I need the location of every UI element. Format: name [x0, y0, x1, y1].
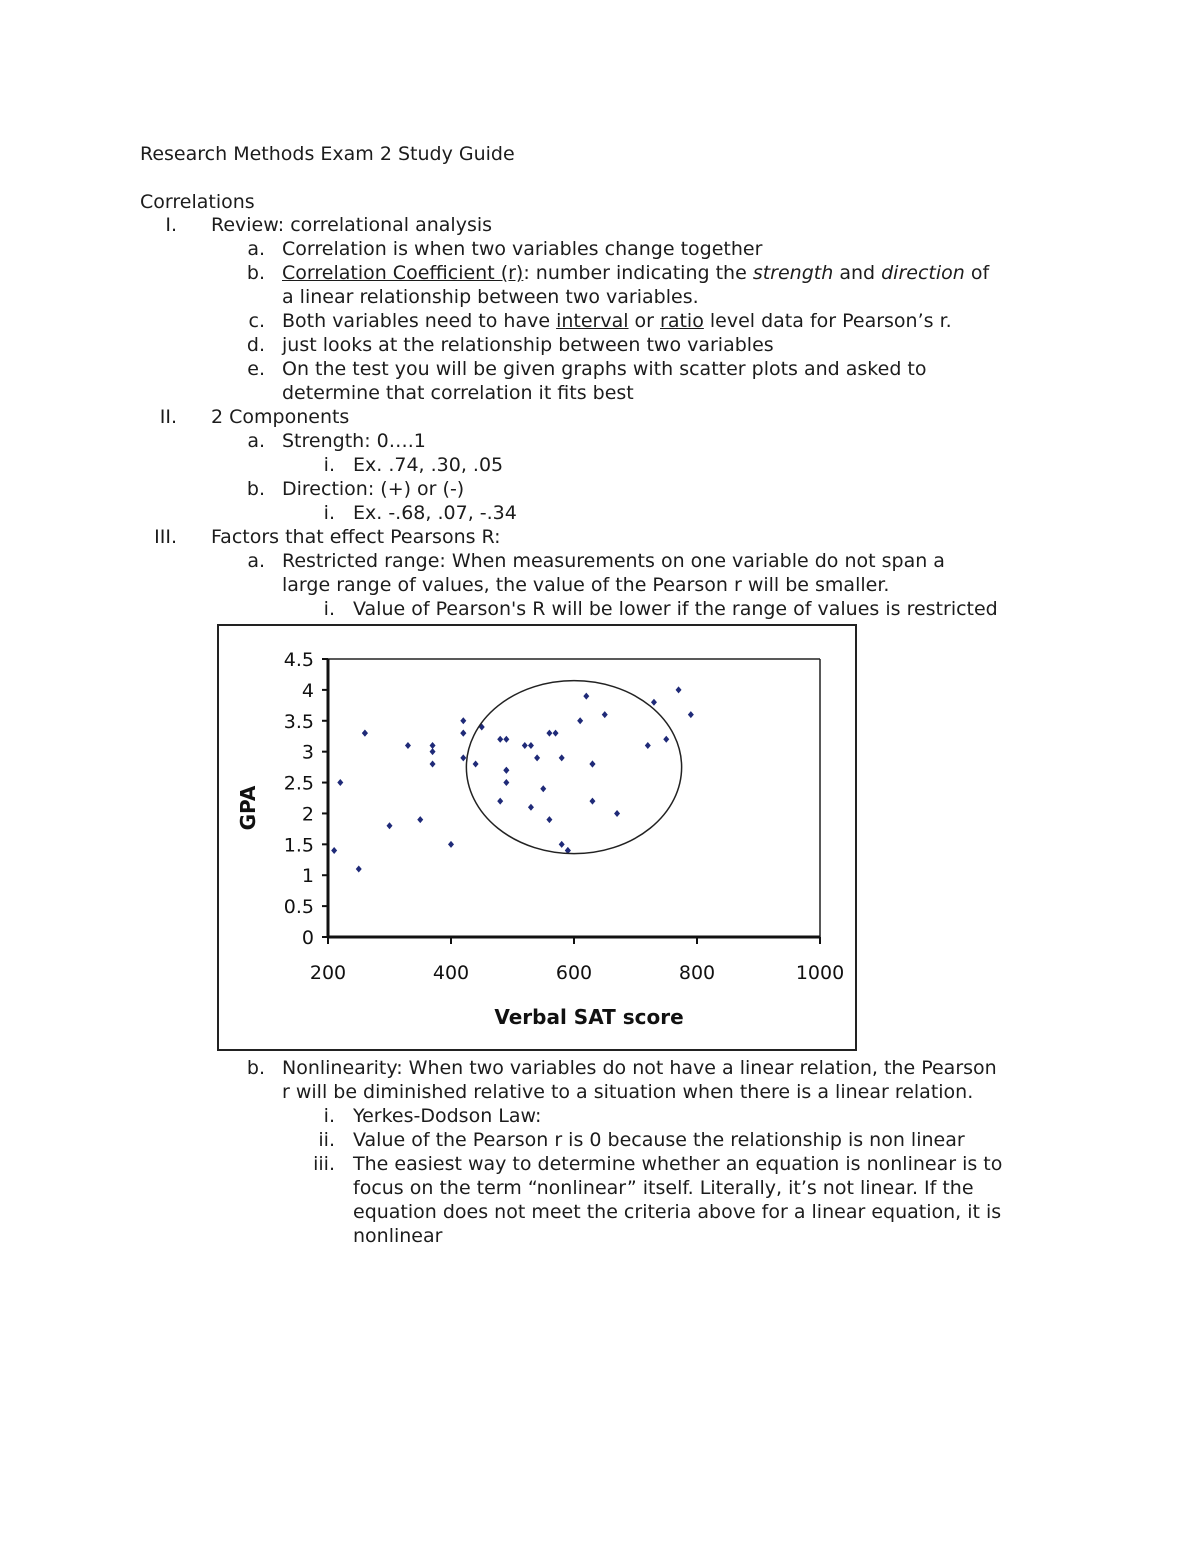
list-item-continuation: focus on the term “nonlinear” itself. Literally, it’s not linear. If the: [353, 1177, 974, 1199]
chart-axes: [328, 659, 820, 937]
y-ticks: [284, 649, 328, 949]
y-tick-label: 0.5: [283, 896, 314, 919]
list-item: [282, 261, 989, 285]
x-tick-label: 800: [678, 962, 716, 984]
list-marker: c.: [248, 310, 265, 332]
scatter-point: [503, 736, 509, 743]
scatter-point: [460, 754, 466, 761]
italic-term: direction: [881, 262, 965, 284]
scatter-point: [503, 767, 509, 774]
scatter-point: [577, 717, 583, 724]
text-span: : number indicating the: [523, 262, 753, 284]
list-marker: iii.: [313, 1153, 335, 1175]
list-marker: e.: [247, 358, 265, 380]
section-heading: Correlations: [140, 191, 255, 213]
text-span: level data for Pearson’s r.: [703, 310, 952, 332]
scatter-point: [663, 736, 669, 743]
y-tick-label: 3: [301, 741, 314, 764]
list-item-continuation: r will be diminished relative to a situation when there is a linear relation.: [282, 1081, 974, 1103]
y-axis-label: GPA: [236, 785, 260, 831]
list-marker: III.: [154, 526, 177, 548]
list-item-continuation: equation does not meet the criteria above for a linear equation, it is: [353, 1201, 1002, 1223]
y-tick-label: 4.5: [283, 649, 314, 671]
scatter-point: [583, 693, 589, 700]
y-tick-label: 0: [301, 927, 314, 949]
scatter-point: [497, 798, 503, 805]
list-item-continuation: nonlinear: [353, 1225, 443, 1247]
scatter-point: [497, 736, 503, 743]
y-tick-label: 3.5: [283, 710, 314, 733]
list-item: Review: correlational analysis: [211, 214, 493, 236]
list-item: 2 Components: [211, 406, 350, 428]
y-tick-label: 4: [301, 679, 314, 702]
underlined-term: ratio: [660, 310, 704, 332]
scatter-point: [337, 779, 343, 786]
list-marker: i.: [323, 454, 335, 476]
scatter-point: [589, 761, 595, 768]
list-marker: I.: [165, 214, 177, 236]
scatter-point: [589, 798, 595, 805]
list-item: Nonlinearity: When two variables do not have a linear relation, the Pearson: [282, 1057, 997, 1079]
text-span: and: [833, 262, 882, 284]
scatter-point: [676, 686, 682, 693]
scatter-chart: [217, 624, 857, 1051]
list-marker: i.: [323, 598, 335, 620]
list-item: Correlation is when two variables change together: [282, 238, 763, 260]
x-ticks: [310, 937, 844, 984]
scatter-point: [460, 730, 466, 737]
list-item: just looks at the relationship between two variables: [282, 334, 774, 356]
list-marker: II.: [159, 406, 177, 428]
scatter-point: [430, 761, 436, 768]
scatter-point: [546, 730, 552, 737]
scatter-point: [448, 841, 454, 848]
scatter-point: [387, 822, 393, 829]
list-item: The easiest way to determine whether an equation is nonlinear is to: [353, 1153, 1003, 1175]
list-marker: i.: [323, 1105, 335, 1127]
list-item-continuation: large range of values, the value of the Pearson r will be smaller.: [282, 574, 890, 596]
document-title: Research Methods Exam 2 Study Guide: [140, 143, 515, 165]
scatter-chart-svg: [219, 626, 855, 1049]
scatter-point: [473, 761, 479, 768]
x-axis-label: Verbal SAT score: [494, 1005, 684, 1029]
scatter-point: [534, 754, 540, 761]
underlined-term: interval: [556, 310, 629, 332]
y-tick-label: 2: [301, 803, 314, 826]
list-marker: b.: [246, 1057, 265, 1079]
list-item: Yerkes-Dodson Law:: [353, 1105, 542, 1127]
list-marker: d.: [246, 334, 265, 356]
scatter-point: [651, 699, 657, 706]
italic-term: strength: [752, 262, 834, 284]
x-tick-label: 200: [309, 962, 347, 984]
x-tick-label: 400: [432, 962, 470, 984]
data-points: [331, 686, 694, 872]
scatter-point: [356, 866, 362, 873]
scatter-point: [331, 847, 337, 854]
list-item: On the test you will be given graphs with scatter plots and asked to: [282, 358, 927, 380]
scatter-point: [559, 841, 565, 848]
scatter-point: [528, 742, 534, 749]
list-marker: i.: [323, 502, 335, 524]
list-marker: b.: [246, 262, 265, 284]
list-marker: ii.: [318, 1129, 335, 1151]
list-marker: b.: [246, 478, 265, 500]
x-tick-label: 1000: [795, 962, 845, 984]
scatter-point: [503, 779, 509, 786]
list-item: Value of Pearson's R will be lower if the range of values is restricted: [353, 598, 998, 620]
scatter-point: [602, 711, 608, 718]
list-item: Value of the Pearson r is 0 because the relationship is non linear: [353, 1129, 965, 1151]
x-tick-label: 600: [555, 962, 593, 984]
restricted-range-circle: [466, 681, 681, 854]
scatter-point: [614, 810, 620, 817]
y-tick-label: 1.5: [283, 834, 314, 857]
scatter-point: [362, 730, 368, 737]
list-marker: a.: [247, 550, 265, 572]
list-item: [282, 309, 952, 333]
scatter-point: [540, 785, 546, 792]
list-item: Restricted range: When measurements on one variable do not span a: [282, 550, 945, 572]
text-span: Both variables need to have: [282, 310, 557, 332]
scatter-point: [430, 742, 436, 749]
text-span: or: [628, 310, 661, 332]
list-item-continuation: determine that correlation it fits best: [282, 382, 634, 404]
list-item: Factors that effect Pearsons R:: [211, 526, 501, 548]
y-tick-label: 2.5: [283, 772, 314, 795]
underlined-term: Correlation Coefficient (r): [282, 262, 524, 284]
scatter-point: [553, 730, 559, 737]
y-tick-label: 1: [301, 865, 314, 888]
scatter-point: [559, 754, 565, 761]
scatter-point: [645, 742, 651, 749]
scatter-point: [546, 816, 552, 823]
scatter-point: [522, 742, 528, 749]
scatter-point: [430, 748, 436, 755]
list-marker: a.: [247, 430, 265, 452]
list-marker: a.: [247, 238, 265, 260]
scatter-point: [688, 711, 694, 718]
list-item: Direction: (+) or (-): [282, 478, 465, 500]
scatter-point: [460, 717, 466, 724]
scatter-point: [405, 742, 411, 749]
list-item: Ex. .74, .30, .05: [353, 454, 504, 476]
scatter-point: [528, 804, 534, 811]
scatter-point: [417, 816, 423, 823]
list-item: Ex. -.68, .07, -.34: [353, 502, 517, 524]
list-item: Strength: 0….1: [282, 430, 426, 452]
list-item-continuation: a linear relationship between two variables.: [282, 286, 699, 308]
text-span: of: [964, 262, 990, 284]
